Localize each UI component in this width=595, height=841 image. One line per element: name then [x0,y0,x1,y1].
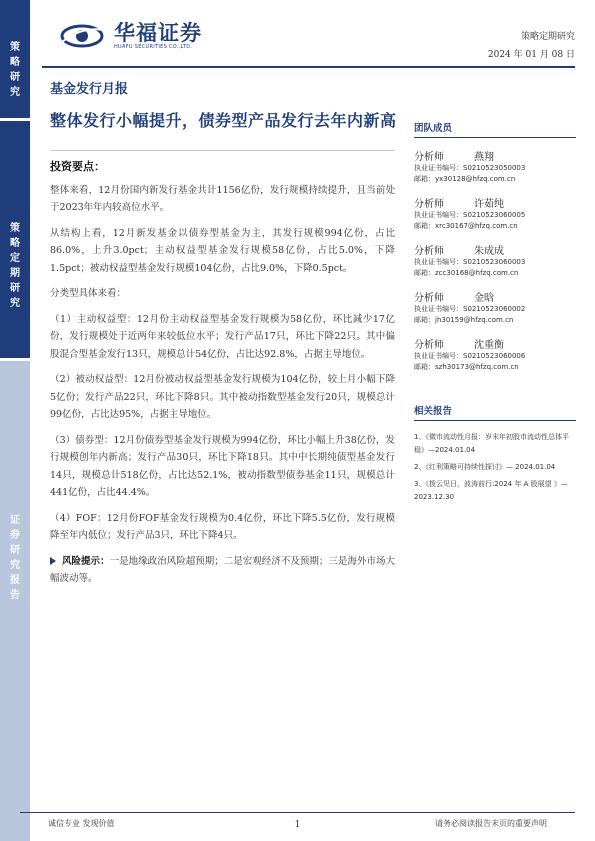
analyst-name: 沈重衡 [474,340,504,351]
paragraph: （2）被动权益型：12月份被动权益型基金发行规模为104亿份，较上月小幅下降5亿份；发行产品22只，环比下降8只。其中被动指数型基金发行20只，规模总计99亿份，占比达95%，占据主导地位。 [50,374,395,420]
paragraph: （3）债券型：12月份债券型基金发行规模为994亿份，环比小幅上升38亿份，发行规模创年内新高；发行产品30只，环比下降18只。其中中长期纯债型基金发行14只，规模总计518亿份，占比达52.1%，被动指数型债券基金11只，规模总计441亿份，占比44.4%。 [50,434,395,498]
arrow-icon [50,557,56,565]
related-report-link[interactable]: 2、《红利策略可持续性探讨》— 2024.01.04 [414,463,556,471]
document-type: 基金发行月报 [50,82,129,97]
main-top-divider [50,150,395,151]
analyst-role: 分析师 [414,293,444,304]
sidebar-label-2: 策略定期研究 [10,223,20,309]
analyst-card [414,195,576,232]
page-number: 1 [294,820,301,830]
analyst-email[interactable]: szh30173@hfzq.com.cn [435,363,519,371]
cert-number: S0210523060003 [463,258,526,266]
header-divider [42,66,575,68]
cert-label: 执业证书编号： [414,258,463,266]
report-date: 2024 年 01 月 08 日 [487,50,575,60]
sidebar-block-strategy [0,0,30,118]
section-heading: 投资要点： [50,160,105,173]
cert-number: S0210523060006 [463,352,526,360]
risk-text: 一是地缘政治风险超预期；二是宏观经济不及预期；三是海外市场大幅波动等。 [50,555,395,584]
document-title: 整体发行小幅提升，债券型产品发行去年内新高 [50,111,397,130]
analyst-email[interactable]: jh30159@hfzq.com.cn [435,316,514,324]
cert-label: 执业证书编号： [414,305,463,313]
paragraph: 整体来看，12月份国内新发行基金共计1156亿份，发行规模持续提升，且当前处于2023年年内较高位水平。 [50,184,395,213]
sidebar-label-1: 策略研究 [10,42,20,98]
risk-label: 风险提示： [62,555,110,567]
header-meta [488,28,575,64]
analyst-role: 分析师 [414,340,444,351]
cert-number: S0210523060005 [463,211,526,219]
email-label: 邮箱： [414,363,435,371]
sidebar [0,0,30,841]
related-report-link[interactable]: 1、《微市流动性月报：岁末年初股市流动性总体平稳》—2024.01.04 [414,433,569,454]
paragraph: （1）主动权益型：12月份主动权益型基金发行规模为58亿份，环比减少17亿份，发行规模处于近两年来较低位水平；发行产品17只，环比下降22只。其中偏股混合型基金发行13只，规模总计54亿份，占比达92.8%，占据主导地位。 [50,313,395,360]
company-logo [60,22,202,50]
report-category: 策略定期研究 [520,32,575,42]
cert-label: 执业证书编号： [414,211,463,219]
footer-divider [20,812,575,813]
analyst-name: 朱成成 [474,246,504,257]
sidebar-block-periodic [0,121,30,358]
analyst-email[interactable]: xrc30167@hfzq.com.cn [435,222,518,230]
risk-note [50,553,395,588]
analyst-email[interactable]: zcc30168@hfzq.com.cn [435,269,519,277]
cert-number: S0210523050003 [463,164,526,172]
main-content [50,158,395,596]
related-report-link[interactable]: 3、《拨云见日，波涛前行:2024 年 A 股展望 》— 2023.12.30 [414,480,568,501]
sidebar-block-report [0,361,30,841]
related-reports [414,403,576,504]
cert-label: 执业证书编号： [414,352,463,360]
analyst-email[interactable]: yx30128@hfzq.com.cn [435,175,516,183]
team-title: 团队成员 [414,120,576,138]
footer-disclaimer: 请务必阅读报告末页的重要声明 [435,819,547,828]
analyst-card [414,336,576,373]
email-label: 邮箱： [414,175,435,183]
sidebar-label-3: 证券研究报告 [10,515,20,601]
logo-name-cn: 华福证券 [114,21,202,45]
analyst-name: 许茹纯 [474,199,504,210]
logo-name-en: HUAFU SECURITIES CO.,LTD. [114,44,193,50]
paragraph: （4）FOF：12月份FOF基金发行规模为0.4亿份，环比下降5.5亿份，发行规模降至年内低位；发行产品3只，环比下降4只。 [50,512,395,541]
logo-icon [60,22,108,50]
analyst-role: 分析师 [414,152,444,163]
analyst-role: 分析师 [414,246,444,257]
analyst-role: 分析师 [414,199,444,210]
analyst-card [414,289,576,326]
cert-label: 执业证书编号： [414,164,463,172]
analyst-card [414,242,576,279]
side-column [414,120,576,508]
analyst-name: 金晗 [474,293,494,304]
email-label: 邮箱： [414,222,435,230]
paragraph: 从结构上看，12月新发基金以债券型基金为主，其发行规模994亿份，占比86.0%，上升3.0pct；主动权益型基金发行规模58亿份，占比5.0%，下降1.5pct；被动权益型基金发行规模104亿份，占比9.0%，下降0.5pct。 [50,227,395,274]
email-label: 邮箱： [414,269,435,277]
analyst-card [414,148,576,185]
email-label: 邮箱： [414,316,435,324]
cert-number: S0210523060002 [463,305,526,313]
footer-slogan: 诚信专业 发现价值 [48,819,115,828]
analyst-name: 燕翔 [474,152,494,163]
paragraph: 分类型具体来看： [50,288,127,299]
related-title: 相关报告 [414,403,576,421]
